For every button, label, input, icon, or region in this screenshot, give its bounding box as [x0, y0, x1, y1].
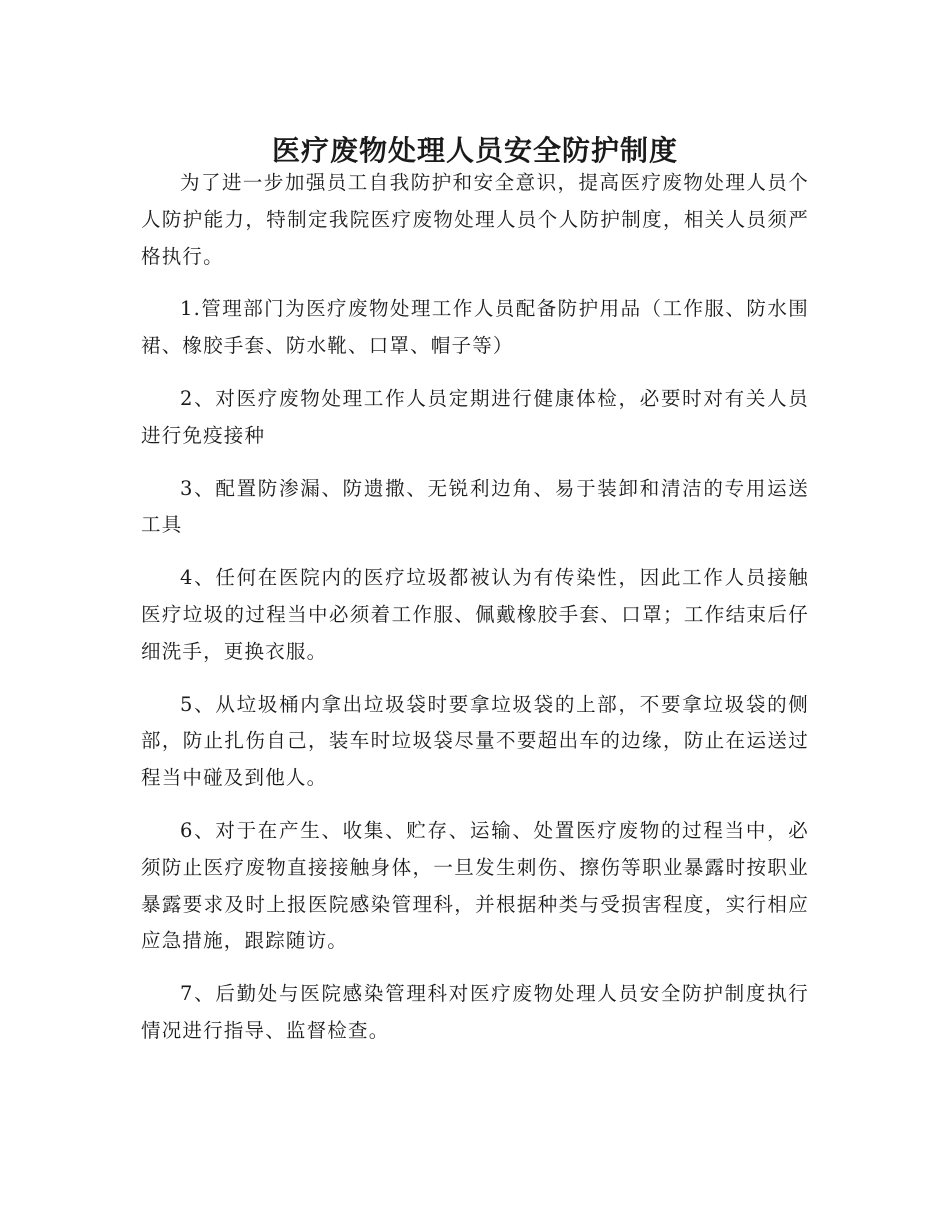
paragraph-item-7: 7、后勤处与医院感染管理科对医疗废物处理人员安全防护制度执行情况进行指导、监督检查。 — [141, 982, 809, 1042]
paragraph-item-1: 1.管理部门为医疗废物处理工作人员配备防护用品（工作服、防水围裙、橡胶手套、防水靴、口罩、帽子等） — [141, 297, 809, 358]
document-title: 医疗废物处理人员安全防护制度 — [271, 133, 678, 167]
paragraph-item-3: 3、配置防渗漏、防遗撒、无锐利边角、易于装卸和清洁的专用运送工具 — [141, 476, 809, 537]
paragraph-item-4: 4、任何在医院内的医疗垃圾都被认为有传染性，因此工作人员接触医疗垃圾的过程当中必须着工作服、佩戴橡胶手套、口罩；工作结束后仔细洗手，更换衣服。 — [141, 566, 809, 663]
paragraph-item-6: 6、对于在产生、收集、贮存、运输、处置医疗废物的过程当中，必须防止医疗废物直接接触身体，一旦发生刺伤、擦伤等职业暴露时按职业暴露要求及时上报医院感染管理科，并根据种类与受损害程度，实行相应应急措施，跟踪随访。 — [141, 818, 809, 953]
paragraph-item-2: 2、对医疗废物处理工作人员定期进行健康体检，必要时对有关人员进行免疫接种 — [141, 386, 809, 447]
paragraph-intro: 为了进一步加强员工自我防护和安全意识，提高医疗废物处理人员个人防护能力，特制定我院医疗废物处理人员个人防护制度，相关人员须严格执行。 — [141, 171, 809, 268]
document-body — [141, 165, 809, 1050]
paragraph-item-5: 5、从垃圾桶内拿出垃圾袋时要拿垃圾袋的上部，不要拿垃圾袋的侧部，防止扎伤自己，装车时垃圾袋尽量不要超出车的边缘，防止在运送过程当中碰及到他人。 — [141, 692, 809, 790]
